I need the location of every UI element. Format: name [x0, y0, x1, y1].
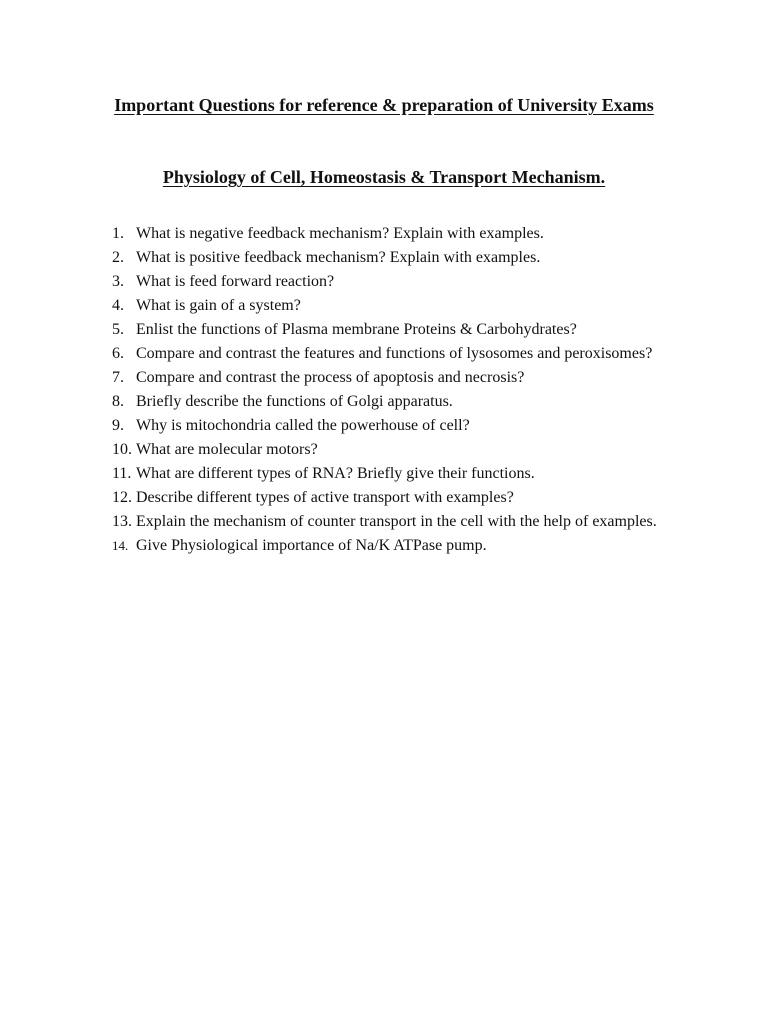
question-text: Give Physiological importance of Na/K ATPase pump.	[136, 537, 487, 554]
question-text: What are molecular motors?	[136, 441, 318, 458]
question-number: 6.	[112, 345, 124, 362]
question-item	[112, 414, 672, 438]
question-number: 10.	[112, 441, 132, 458]
question-item	[112, 534, 672, 558]
question-item	[112, 222, 672, 246]
question-item	[112, 438, 672, 462]
question-number: 1.	[112, 225, 124, 242]
question-item	[112, 318, 672, 342]
question-item	[112, 366, 672, 390]
question-number: 11.	[112, 465, 132, 482]
question-text: What are different types of RNA? Briefly give their functions.	[136, 465, 535, 482]
question-text: Compare and contrast the features and functions of lysosomes and peroxisomes?	[136, 345, 653, 362]
question-number: 3.	[112, 273, 124, 290]
question-number: 2.	[112, 249, 124, 266]
question-item	[112, 486, 672, 510]
document-subtitle: Physiology of Cell, Homeostasis & Transport Mechanism.	[162, 167, 606, 187]
question-number: 8.	[112, 393, 124, 410]
question-item	[112, 510, 672, 534]
question-item	[112, 462, 672, 486]
question-item	[112, 246, 672, 270]
question-text: Why is mitochondria called the powerhouse of cell?	[136, 417, 470, 434]
question-text: Compare and contrast the process of apoptosis and necrosis?	[136, 369, 525, 386]
question-number: 5.	[112, 321, 124, 338]
question-item	[112, 270, 672, 294]
question-text: What is gain of a system?	[136, 297, 301, 314]
question-text: What is feed forward reaction?	[136, 273, 335, 290]
question-text: What is positive feedback mechanism? Explain with examples.	[136, 249, 541, 266]
question-text: Briefly describe the functions of Golgi apparatus.	[136, 393, 453, 410]
question-number: 9.	[112, 417, 124, 434]
question-number: 7.	[112, 369, 124, 386]
question-item	[112, 390, 672, 414]
document-title: Important Questions for reference & preparation of University Exams	[114, 95, 654, 115]
question-number: 14.	[112, 538, 129, 553]
question-item	[112, 294, 672, 318]
question-number: 12.	[112, 489, 132, 506]
question-list	[112, 222, 672, 558]
question-number: 13.	[112, 513, 132, 530]
question-number: 4.	[112, 297, 124, 314]
question-text: Describe different types of active transport with examples?	[136, 489, 514, 506]
question-item	[112, 342, 672, 366]
question-text: What is negative feedback mechanism? Explain with examples.	[136, 225, 544, 242]
question-text: Enlist the functions of Plasma membrane Proteins & Carbohydrates?	[136, 321, 577, 338]
question-text: Explain the mechanism of counter transport in the cell with the help of examples.	[136, 513, 657, 530]
